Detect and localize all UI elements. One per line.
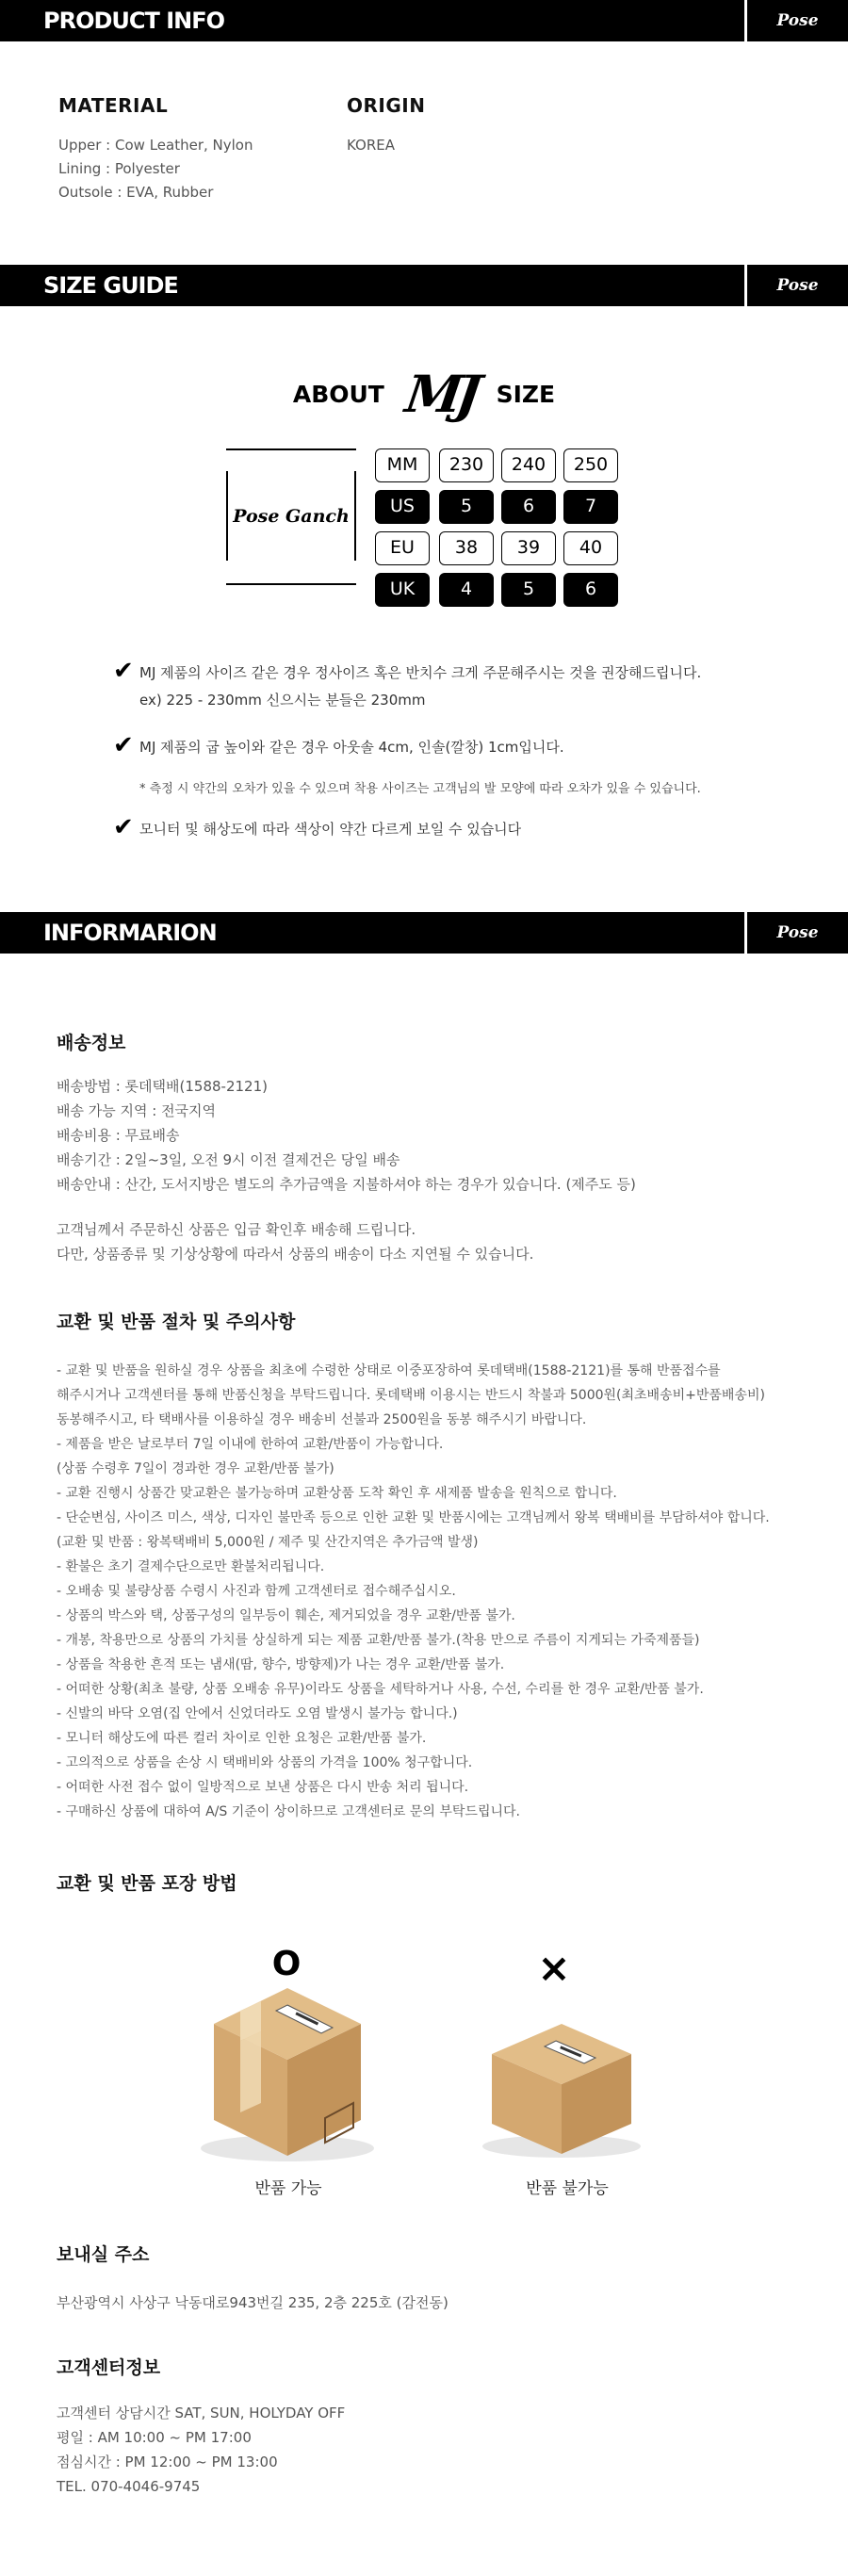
exchange-policy-item: - 구매하신 상품에 대하여 A/S 기준이 상이하므로 고객센터로 문의 부탁드립니다.: [57, 1804, 520, 1819]
shipping-line: 배송기간 : 2일~3일, 오전 9시 이전 결제건은 당일 배송: [57, 1151, 400, 1168]
size-row-us: [375, 490, 626, 524]
size-row-uk: [375, 573, 626, 607]
size-note-text: MJ 제품의 사이즈 같은 경우 정사이즈 혹은 반치수 크게 주문해주시는 것을 권장해드립니다.: [139, 664, 702, 681]
checkmark-icon: ✔: [113, 731, 134, 759]
material-heading: MATERIAL: [58, 94, 169, 117]
exchange-policy-item: (교환 및 반품 : 왕복택배비 5,000원 / 제주 및 산간지역은 추가금액 발생): [57, 1535, 479, 1550]
exchange-policy-item: - 신발의 바닥 오염(집 안에서 신었더라도 오염 발생시 불가능 합니다.): [57, 1706, 458, 1721]
exchange-policy-item: 해주시거나 고객센터를 통해 반품신청을 부탁드립니다. 롯데택배 이용시는 반드시 착불과 5000원(최초배송비+반품배송비): [57, 1388, 765, 1403]
size-value-cell: 6: [501, 490, 556, 524]
return-address: 부산광역시 사상구 낙동대로943번길 235, 2층 225호 (감전동): [57, 2294, 448, 2311]
mj-logo: MJ: [401, 364, 480, 424]
shipping-line: 배송비용 : 무료배송: [57, 1127, 180, 1144]
shipping-notice-line: 다만, 상품종류 및 기상상황에 따라서 상품의 배송이 다소 지연될 수 있습니다.: [57, 1246, 534, 1263]
origin-heading: ORIGIN: [347, 94, 426, 117]
exchange-policy-item: - 어떠한 사전 접수 없이 일방적으로 보낸 상품은 다시 반송 처리 됩니다.: [57, 1780, 469, 1795]
size-guide-bar: [0, 265, 848, 336]
size-row-mm: [375, 448, 626, 482]
exchange-heading: 교환 및 반품 절차 및 주의사항: [57, 1312, 296, 1332]
cs-line: 점심시간 : PM 12:00 ~ PM 13:00: [57, 2454, 278, 2470]
exchange-policy-item: - 고의적으로 상품을 손상 시 택배비와 상품의 가격을 100% 청구합니다.: [57, 1755, 473, 1770]
exchange-policy-item: - 상품의 박스와 택, 상품구성의 일부등이 훼손, 제거되었을 경우 교환/반품 불가.: [57, 1608, 515, 1623]
brand-logo: Pose Ganch: [744, 0, 848, 41]
size-value-cell: 7: [563, 490, 618, 524]
product-info-title: PRODUCT INFO: [43, 8, 225, 34]
exchange-policy-item: 동봉해주시고, 타 택배사를 이용하실 경우 배송비 선불과 2500원을 동봉 해주시기 바랍니다.: [57, 1412, 587, 1427]
about-suffix: SIZE: [496, 380, 556, 408]
size-label-cell: EU: [375, 531, 430, 565]
material-list: [58, 134, 253, 204]
shipping-line: 배송 가능 지역 : 전국지역: [57, 1102, 217, 1119]
exchange-policy-item: - 제품을 받은 날로부터 7일 이내에 한하여 교환/반품이 가능합니다.: [57, 1437, 444, 1452]
ok-mark-icon: O: [271, 1945, 302, 1983]
packing-heading: 교환 및 반품 포장 방법: [57, 1873, 237, 1894]
exchange-policy-list: [57, 1359, 770, 1824]
information-bar: [0, 912, 848, 984]
material-line: Upper : Cow Leather, Nylon: [58, 137, 253, 154]
size-note-text: 모니터 및 해상도에 따라 색상이 약간 다르게 보일 수 있습니다: [139, 821, 522, 838]
shipping-notice-line: 고객님께서 주문하신 상품은 입금 확인후 배송해 드립니다.: [57, 1221, 416, 1238]
ng-mark-icon: ×: [537, 1945, 571, 1991]
size-note-disclaimer: * 측정 시 약간의 오차가 있을 수 있으며 착용 사이즈는 고객님의 발 모양에 따라 오차가 있을 수 있습니다.: [139, 782, 701, 796]
size-value-cell: 6: [563, 573, 618, 607]
address-heading: 보내실 주소: [57, 2244, 150, 2265]
exchange-policy-item: - 모니터 해상도에 따른 컬러 차이로 인한 요청은 교환/반품 불가.: [57, 1731, 427, 1746]
cs-info: [57, 2401, 345, 2499]
size-value-cell: 38: [439, 531, 494, 565]
size-value-cell: 39: [501, 531, 556, 565]
shipping-line: 배송방법 : 롯데택배(1588-2121): [57, 1078, 268, 1095]
exchange-policy-item: - 어떠한 상황(최초 불량, 상품 오배송 유무)이라도 상품을 세탁하거나 사용, 수선, 수리를 한 경우 교환/반품 불가.: [57, 1682, 704, 1697]
exchange-policy-item: (상품 수령후 7일이 경과한 경우 교환/반품 불가): [57, 1461, 334, 1476]
brand-logo-box: [226, 448, 356, 585]
about-prefix: ABOUT: [292, 380, 384, 408]
size-note-text: MJ 제품의 굽 높이와 같은 경우 아웃솔 4cm, 인솔(깔창) 1cm입니다.: [139, 739, 564, 756]
shipping-heading: 배송정보: [57, 1033, 126, 1053]
size-table: [375, 448, 626, 614]
size-value-cell: 5: [439, 490, 494, 524]
shipping-line: 배송안내 : 산간, 도서지방은 별도의 추가금액을 지불하셔야 하는 경우가 있습니다. (제주도 등): [57, 1176, 636, 1193]
brand-logo: Pose Ganch: [744, 912, 848, 954]
exchange-policy-item: - 교환 진행시 상품간 맞교환은 불가능하며 교환상품 도착 확인 후 새제품 발송을 원칙으로 합니다.: [57, 1486, 617, 1501]
brand-logo: Pose Ganch: [233, 506, 350, 527]
information-title: INFORMARION: [43, 920, 217, 946]
size-value-cell: 4: [439, 573, 494, 607]
size-note-example: ex) 225 - 230mm 신으시는 분들은 230mm: [139, 692, 426, 709]
exchange-policy-item: - 환불은 초기 결제수단으로만 환불처리됩니다.: [57, 1559, 325, 1574]
brand-logo: Pose Ganch: [744, 265, 848, 306]
material-line: Lining : Polyester: [58, 160, 180, 177]
cs-line: TEL. 070-4046-9745: [57, 2478, 201, 2495]
untaped-box-icon: [479, 2016, 644, 2162]
shipping-info: [57, 1074, 636, 1197]
size-row-eu: [375, 531, 626, 565]
cs-line: 고객센터 상담시간 SAT, SUN, HOLYDAY OFF: [57, 2405, 346, 2421]
size-value-cell: 240: [501, 448, 556, 482]
exchange-policy-item: - 단순변심, 사이즈 미스, 색상, 디자인 불만족 등으로 인한 교환 및 반품시에는 고객님께서 왕복 택배비를 부담하셔야 합니다.: [57, 1510, 770, 1525]
size-label-cell: US: [375, 490, 430, 524]
ng-label: 반품 불가능: [526, 2179, 609, 2198]
size-value-cell: 5: [501, 573, 556, 607]
checkmark-icon: ✔: [113, 657, 134, 685]
cs-line: 평일 : AM 10:00 ~ PM 17:00: [57, 2429, 252, 2446]
checkmark-icon: ✔: [113, 813, 134, 841]
size-value-cell: 250: [563, 448, 618, 482]
cs-heading: 고객센터정보: [57, 2357, 161, 2378]
size-guide-title: SIZE GUIDE: [43, 272, 178, 299]
material-line: Outsole : EVA, Rubber: [58, 184, 214, 201]
ok-label: 반품 가능: [254, 2179, 322, 2198]
product-info-bar: [0, 0, 848, 72]
taped-box-icon: [193, 1986, 382, 2165]
size-value-cell: 230: [439, 448, 494, 482]
size-label-cell: UK: [375, 573, 430, 607]
size-label-cell: MM: [375, 448, 430, 482]
exchange-policy-item: - 교환 및 반품을 원하실 경우 상품을 최초에 수령한 상태로 이중포장하여 롯데택배(1588-2121)를 통해 반품접수를: [57, 1363, 721, 1378]
exchange-policy-item: - 상품을 착용한 흔적 또는 냄새(땀, 향수, 방향제)가 나는 경우 교환/반품 불가.: [57, 1657, 505, 1672]
exchange-policy-item: - 개봉, 착용만으로 상품의 가치를 상실하게 되는 제품 교환/반품 불가.(착용 만으로 주름이 지게되는 가죽제품들): [57, 1633, 700, 1648]
origin-value: KOREA: [347, 137, 395, 154]
about-mj-size-heading: [0, 364, 848, 424]
size-value-cell: 40: [563, 531, 618, 565]
shipping-notice: [57, 1217, 533, 1266]
exchange-policy-item: - 오배송 및 불량상품 수령시 사진과 함께 고객센터로 접수해주십시오.: [57, 1584, 456, 1599]
